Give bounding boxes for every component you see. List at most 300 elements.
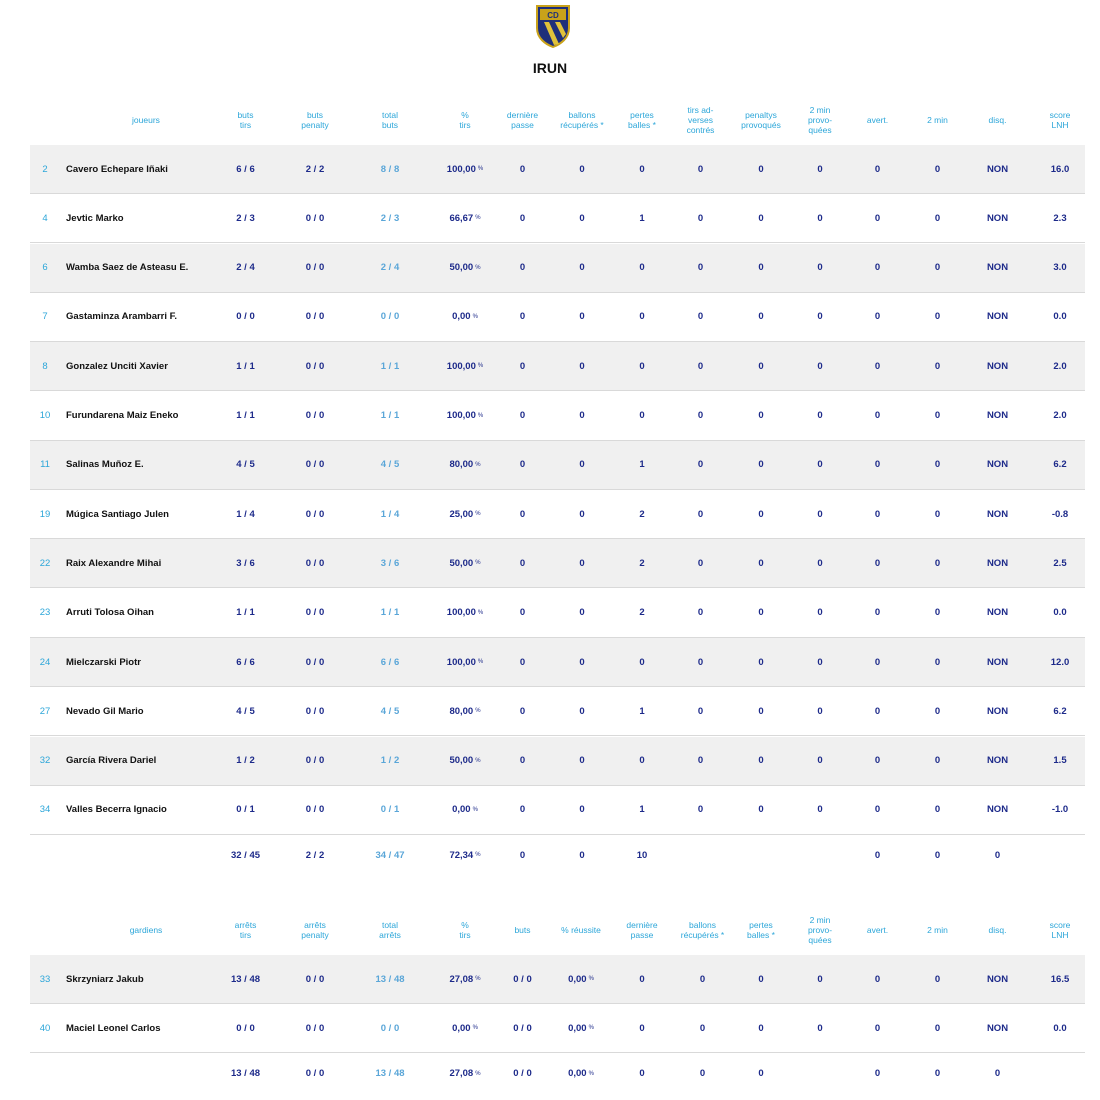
cell-value: 2 / 2 [305,163,325,175]
cell-value: 0 / 0 [305,262,325,274]
cell-value: 0 [519,212,526,224]
cell-value: 0 [817,1022,823,1034]
cell-score [1035,687,1085,735]
cell-value: 1 / 1 [380,410,400,421]
percent-sign: % [477,363,484,370]
cell-buts-pen [285,194,345,242]
cell-contres [678,539,723,587]
cell-value: 27,08 [449,973,474,985]
cell-value: 0 [817,508,823,520]
cell-pen-prov [732,589,790,637]
cell-value: NON [986,705,1009,717]
cell-value: 0 [817,262,823,274]
cell-arrets-pen [285,1054,345,1094]
cell-disq [975,539,1020,587]
cell-score [1035,194,1085,242]
cell-value: 0 [934,410,941,421]
cell-value: NON [986,311,1009,323]
cell-passe [500,589,545,637]
column-header: pertes balles * [628,110,656,130]
cell-value: 0 [934,311,941,323]
cell-value: 80,00 [449,459,474,471]
cell-value: 0 [874,508,881,520]
column-header: ballons récupérés * [560,110,604,130]
cell-name [66,293,226,341]
cell-contres [678,145,723,193]
cell-pct [435,539,495,587]
cell-disq [975,955,1020,1003]
cell-buts-tirs [218,145,273,193]
cell-min2 [915,194,960,242]
cell-value: 0 [579,212,585,224]
cell-value: 0 [817,459,823,471]
cell-value: 0 [874,1068,881,1080]
cell-reussite [552,955,610,1003]
cell-value: 100,00 [446,163,476,175]
cell-total [360,194,420,242]
cell-value: 100,00 [446,607,476,619]
cell-buts [500,1004,545,1052]
cell-value: 80,00 [449,705,474,717]
cell-min2 [915,342,960,390]
cell-value: 6 / 6 [236,656,255,668]
cell-pct [435,589,495,637]
cell-pct [435,1004,495,1052]
cell-value: 0,00 [568,1022,587,1034]
cell-min-prov [795,786,845,834]
cell-value: 0.0 [1053,1022,1067,1034]
cell-avert [855,955,900,1003]
cell-value: 0 [519,410,526,421]
column-header: 2 min [927,115,948,125]
cell-value: Skrzyniarz Jakub [66,973,144,985]
cell-total [360,539,420,587]
cell-buts-pen [285,589,345,637]
cell-avert [855,786,900,834]
cell-value: 8 / 8 [380,163,400,175]
cell-contres [678,194,723,242]
goalies-totals-row [30,1054,1085,1094]
cell-value: 0 [934,212,941,224]
cell-value: 34 / 47 [375,849,405,861]
cell-value: 0 [639,1068,645,1080]
cell-avert [855,441,900,489]
cell-value: 2 [42,163,48,175]
cell-avert [855,589,900,637]
column-header: 2 min [927,925,948,935]
percent-sign: % [472,806,478,813]
cell-value: 0 [519,755,526,767]
cell-score [1035,539,1085,587]
cell-avert [855,194,900,242]
cell-value: 0 / 0 [305,755,325,767]
cell-buts-pen [285,392,345,440]
cell-value: 24 [39,656,51,668]
cell-min-prov [795,392,845,440]
cell-value: 2 / 3 [236,212,255,224]
cell-min2 [915,392,960,440]
cell-num [30,737,60,785]
cell-pertes [618,244,666,292]
cell-value: 33 [39,973,51,985]
cell-disq [975,293,1020,341]
cell-value: 0 [758,262,764,274]
cell-value: 0 / 0 [513,1022,532,1034]
column-header: dernière passe [626,920,658,940]
cell-value: 0 [519,459,526,471]
cell-buts-tirs [218,835,273,875]
cell-value: NON [986,557,1009,569]
player-row [30,293,1085,342]
cell-total [360,490,420,538]
cell-value: NON [986,656,1009,668]
cell-pct [435,1054,495,1094]
cell-value: 1 [639,804,645,816]
cell-value: NON [986,755,1009,767]
cell-min-prov [795,194,845,242]
cell-min2 [915,835,960,875]
cell-disq [975,786,1020,834]
cell-min-prov [795,539,845,587]
column-header: dernière passe [506,110,539,130]
cell-pertes [618,342,666,390]
cell-value: 0 [758,973,764,985]
cell-contres [678,687,723,735]
cell-value: 0 [934,163,941,175]
cell-num [30,342,60,390]
cell-value: 0 [758,755,764,767]
column-header: buts [514,925,531,935]
goalie-row [30,955,1085,1004]
cell-value: 0 / 0 [380,1022,400,1034]
cell-name [66,1004,226,1052]
cell-passe [618,1004,666,1052]
cell-buts-tirs [218,490,273,538]
column-header: avert. [866,115,889,125]
cell-value: 0 / 0 [305,212,325,224]
cell-value: 0 / 0 [513,973,532,985]
cell-passe [618,1054,666,1094]
cell-value: 50,00 [449,557,474,569]
cell-total [360,392,420,440]
percent-sign: % [475,1070,481,1077]
cell-value: 0 / 0 [305,607,325,619]
cell-value: 2 / 3 [380,212,400,224]
cell-name [66,490,226,538]
cell-value: 0 [579,804,585,816]
cell-disq [975,1004,1020,1052]
cell-min-prov [795,589,845,637]
cell-value: 0 [874,804,881,816]
cell-value: 0 [697,755,704,767]
cell-value: 0 [697,410,704,421]
cell-value: Maciel Leonel Carlos [66,1022,161,1034]
cell-value: 32 / 45 [230,849,261,861]
cell-value: Cavero Echepare Iñaki [66,163,168,175]
cell-recup [552,194,612,242]
cell-value: 0 [639,755,645,767]
column-header: disq. [988,115,1007,125]
cell-min2 [915,244,960,292]
cell-value: 6 / 6 [236,163,255,175]
player-row [30,638,1085,687]
column-header: score LNH [1049,920,1071,940]
cell-pct [435,441,495,489]
cell-pen-prov [732,244,790,292]
cell-value: 23 [39,607,51,619]
cell-score [1035,638,1085,686]
cell-value: 0 [639,1022,645,1034]
column-header: arrêts tirs [234,920,257,940]
cell-value: 2.5 [1053,557,1067,569]
cell-value: 0 [639,262,645,274]
cell-value: 0 [639,311,645,323]
cell-value: 0 [519,607,526,619]
cell-recup [552,737,612,785]
cell-pct [435,737,495,785]
cell-pct [435,687,495,735]
cell-pertes [618,392,666,440]
percent-sign: % [588,1070,594,1077]
cell-total [360,589,420,637]
cell-num [30,1004,60,1052]
percent-sign: % [475,560,481,567]
cell-recup [552,392,612,440]
percent-sign: % [472,1025,478,1032]
cell-avert [855,392,900,440]
cell-value: 0 [699,973,706,985]
cell-value: 0 [874,656,881,668]
cell-value: 0 [579,705,585,717]
cell-value: 0 [579,459,585,471]
cell-value: 0,00 [568,1068,587,1080]
cell-value: 0 [874,705,881,717]
cell-value: 0 [697,360,704,372]
cell-avert [855,737,900,785]
cell-num [30,293,60,341]
cell-min2 [915,687,960,735]
cell-pen-prov [732,342,790,390]
cell-value: 4 / 5 [380,705,400,717]
cell-pen-prov [732,539,790,587]
cell-value: 40 [39,1022,51,1034]
cell-value: 27 [39,705,51,717]
percent-sign: % [475,461,481,468]
cell-min2 [915,145,960,193]
cell-pertes [618,194,666,242]
cell-total [360,145,420,193]
cell-disq [975,490,1020,538]
percent-sign: % [475,511,481,518]
cell-value: 0 [639,163,645,175]
cell-pertes [618,539,666,587]
cell-value: 0 [579,163,585,175]
cell-pertes [732,1054,790,1094]
cell-num [30,244,60,292]
cell-pertes [618,786,666,834]
cell-min-prov [795,244,845,292]
cell-min2 [915,955,960,1003]
cell-value: NON [986,262,1009,274]
cell-avert [855,1004,900,1052]
cell-name [66,737,226,785]
cell-passe [500,194,545,242]
cell-pen-prov [732,687,790,735]
cell-value: 0 [519,360,526,372]
cell-value: 0 [579,262,585,274]
cell-total [360,687,420,735]
cell-pct [435,342,495,390]
cell-recup [552,342,612,390]
cell-value: 4 / 5 [236,705,255,717]
cell-disq [975,194,1020,242]
cell-avert [855,539,900,587]
cell-value: 0 [519,656,526,668]
cell-buts-tirs [218,737,273,785]
cell-pen-prov [732,293,790,341]
cell-buts-pen [285,145,345,193]
cell-buts-tirs [218,539,273,587]
cell-buts-pen [285,244,345,292]
percent-sign: % [475,757,481,764]
cell-value: 0 / 0 [305,1022,325,1034]
cell-avert [855,342,900,390]
player-row [30,539,1085,588]
cell-value: NON [986,508,1009,520]
cell-min-prov [795,145,845,193]
cell-value: 0,00 [452,804,471,816]
cell-pen-prov [732,638,790,686]
cell-value: 100,00 [446,410,476,421]
cell-value: 0.0 [1053,311,1067,323]
cell-buts [500,1054,545,1094]
cell-value: 0 [934,262,941,274]
cell-value: 0 [697,656,704,668]
cell-num [30,589,60,637]
cell-value: 0 [934,755,941,767]
goalies-header-row [30,905,1085,955]
cell-value: 0 [699,1022,706,1034]
cell-avert [855,293,900,341]
cell-value: NON [986,163,1009,175]
cell-value: 0 [519,262,526,274]
cell-num [30,194,60,242]
cell-value: 0 [579,607,585,619]
cell-disq [975,589,1020,637]
cell-value: 1 / 4 [380,508,400,520]
percent-sign: % [475,215,481,222]
cell-value: 25,00 [449,508,474,520]
cell-value: 100,00 [446,360,476,372]
cell-contres [678,638,723,686]
column-header: total arrêts [379,920,401,940]
cell-value: 0 [579,557,585,569]
cell-value: 0 [758,557,764,569]
cell-pct [435,194,495,242]
cell-value: 0 [817,311,823,323]
cell-value: 72,34 [449,849,474,861]
cell-value: 0 [874,1022,881,1034]
cell-value: 0 [758,656,764,668]
cell-value: 0 [874,557,881,569]
cell-value: Gonzalez Unciti Xavier [66,360,168,372]
percent-sign: % [472,313,478,320]
percent-sign: % [475,264,481,271]
cell-buts-tirs [218,194,273,242]
cell-passe [500,244,545,292]
player-row [30,490,1085,539]
cell-total [360,244,420,292]
cell-value: 0 [579,849,585,861]
cell-pct [435,392,495,440]
cell-passe [500,835,545,875]
cell-passe [500,539,545,587]
cell-contres [678,293,723,341]
percent-sign: % [477,166,484,172]
cell-num [30,687,60,735]
cell-value: -0.8 [1051,508,1069,520]
cell-value: 4 [42,212,48,224]
cell-min-prov [795,638,845,686]
cell-buts [500,955,545,1003]
cell-value: García Rivera Dariel [66,755,157,767]
cell-value: 0 [699,1068,706,1080]
cell-value: 0 [697,705,704,717]
cell-pct [435,490,495,538]
column-header: total buts [381,110,399,130]
cell-value: 0 [817,705,823,717]
cell-value: 0 [874,849,881,861]
cell-score [1035,145,1085,193]
cell-buts-pen [285,293,345,341]
player-row [30,786,1085,835]
cell-pertes [618,687,666,735]
column-header: joueurs [132,115,160,125]
cell-score [1035,737,1085,785]
cell-name [66,441,226,489]
cell-value: NON [986,212,1009,224]
cell-value: 6.2 [1053,705,1067,717]
cell-pen-prov [732,786,790,834]
cell-pertes [618,835,666,875]
player-row [30,342,1085,391]
cell-passe [500,342,545,390]
cell-min2 [915,293,960,341]
cell-value: 13 / 48 [230,1068,261,1080]
cell-value: 3 / 6 [380,557,400,569]
cell-value: 4 / 5 [380,459,400,471]
cell-value: 0 / 0 [305,360,325,372]
cell-value: 0 / 0 [305,656,325,668]
team-name: IRUN [532,60,568,76]
cell-value: 0 [519,311,526,323]
cell-value: 0 [934,360,941,372]
cell-value: 0 / 0 [305,410,325,421]
cell-min2 [915,490,960,538]
cell-value: 2.0 [1053,410,1067,421]
cell-value: 0 [519,849,526,861]
cell-name [66,638,226,686]
cell-buts-tirs [218,293,273,341]
cell-value: 0 [758,705,764,717]
cell-value: 34 [39,804,51,816]
team-header [0,0,1100,90]
cell-passe [500,293,545,341]
cell-value: 32 [39,755,51,767]
cell-value: 50,00 [449,755,474,767]
cell-name [66,786,226,834]
cell-num [30,786,60,834]
